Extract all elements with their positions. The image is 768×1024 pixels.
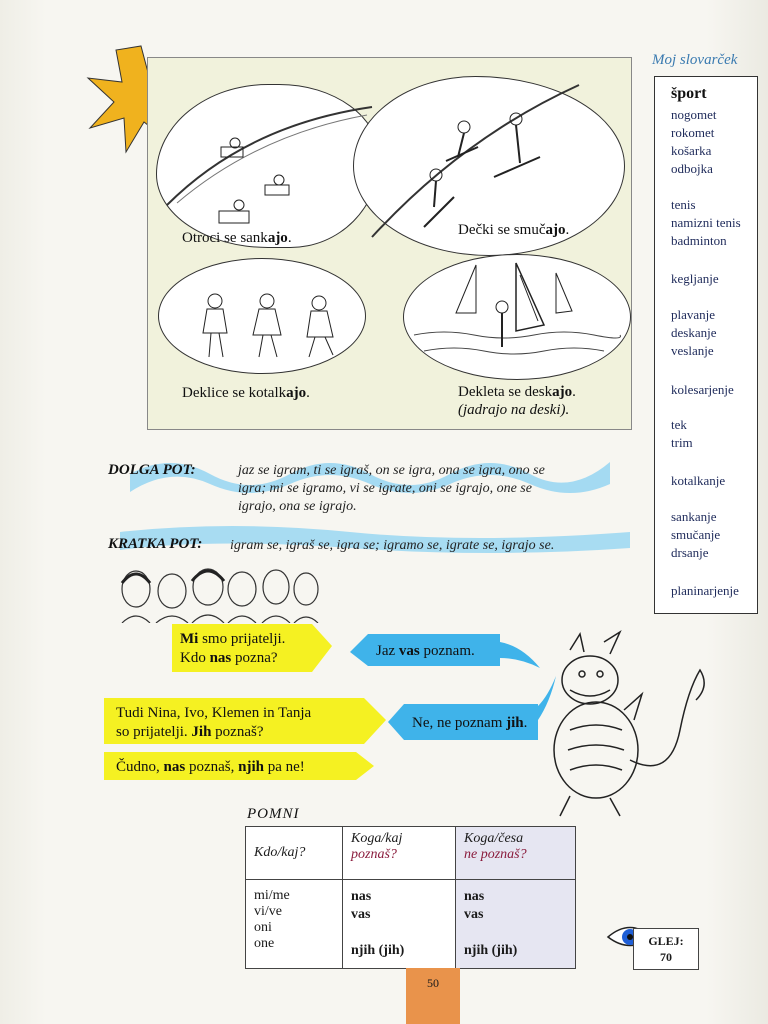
sports-illustration-panel: [147, 57, 632, 430]
roller-skating-picture: [158, 258, 366, 374]
pronoun-table: [245, 826, 576, 969]
long-form-line: igrajo, ona se igrajo.: [238, 499, 357, 514]
dict-item: sankanje: [671, 509, 717, 524]
dict-item: kolesarjenje: [671, 382, 734, 397]
table-cell-subjects: mi/me vi/ve oni one: [246, 880, 343, 969]
skating-drawing: [159, 259, 365, 373]
dict-item: odbojka: [671, 161, 713, 176]
dict-item: deskanje: [671, 325, 717, 340]
caption-skating: Deklice se kotalkajo.: [182, 385, 310, 401]
dictionary-box: [654, 76, 758, 614]
dict-item: kegljanje: [671, 271, 719, 286]
speech-bubble-friends: Mi smo prijatelji. Kdo nas pozna?: [180, 631, 286, 666]
dictionary-heading: šport: [671, 85, 707, 102]
dict-item: plavanje: [671, 307, 716, 322]
dict-item: trim: [671, 435, 693, 450]
speech-bubble-dragon-1: Jaz vas poznam.: [376, 643, 475, 659]
dict-item: rokomet: [671, 125, 715, 140]
short-form-label: KRATKA POT:: [108, 536, 203, 552]
dict-item: smučanje: [671, 527, 721, 542]
table-header-know: Koga/kaj poznaš?: [343, 827, 456, 880]
windsurfing-drawing: [404, 255, 630, 379]
long-form-line: igra; mi se igramo, vi se igrate, oni se igrajo, one se: [238, 481, 532, 496]
dict-item: drsanje: [671, 545, 709, 560]
page-number: 50: [406, 968, 460, 1024]
caption-skiing: Dečki se smučajo.: [458, 222, 570, 238]
windsurfing-picture: [403, 254, 631, 380]
dict-item: košarka: [671, 143, 712, 158]
see-also-box: [633, 928, 699, 970]
dragon-illustration: [540, 630, 710, 820]
dict-item: nogomet: [671, 107, 717, 122]
dict-item: badminton: [671, 233, 727, 248]
dict-item: namizni tenis: [671, 215, 741, 230]
dict-item: tenis: [671, 197, 696, 212]
long-form-label: DOLGA POT:: [108, 462, 196, 478]
short-form-text: igram se, igraš se, igra se; igramo se, igrate se, igrajo se.: [230, 538, 555, 553]
table-header-not-know: Koga/česa ne poznaš?: [456, 827, 576, 880]
dict-item: kotalkanje: [671, 473, 726, 488]
see-also-label: GLEJ:: [648, 934, 684, 948]
table-header-who: Kdo/kaj?: [246, 827, 343, 880]
sledding-picture: [156, 84, 380, 248]
dict-item: veslanje: [671, 343, 714, 358]
speech-bubble-dragon-2: Ne, ne poznam jih.: [412, 715, 528, 731]
caption-windsurfing-note: (jadrajo na deski).: [458, 402, 570, 418]
see-also-page: 70: [660, 950, 672, 964]
dictionary-title: Moj slovarček: [652, 52, 738, 68]
dict-item: tek: [671, 417, 687, 432]
table-cell-accusative: nas vas njih (jih): [343, 880, 456, 969]
long-form-line: jaz se igram, ti se igraš, on se igra, ona se igra, ono se: [238, 463, 545, 478]
caption-sledding: Otroci se sankajo.: [182, 230, 292, 246]
long-form-text: [238, 462, 638, 516]
dict-item: planinarjenje: [671, 583, 739, 598]
caption-windsurfing: Dekleta se deskajo.: [458, 384, 576, 400]
table-cell-genitive: nas vas njih (jih): [456, 880, 576, 969]
sledding-drawing: [157, 85, 379, 247]
children-faces-illustration: [116, 563, 321, 623]
speech-bubble-strange: Čudno, nas poznaš, njih pa ne!: [116, 759, 305, 775]
pomni-title: POMNI: [247, 806, 300, 822]
speech-bubble-friends-names: Tudi Nina, Ivo, Klemen in Tanja so prijatelji. Jih poznaš?: [116, 705, 312, 740]
